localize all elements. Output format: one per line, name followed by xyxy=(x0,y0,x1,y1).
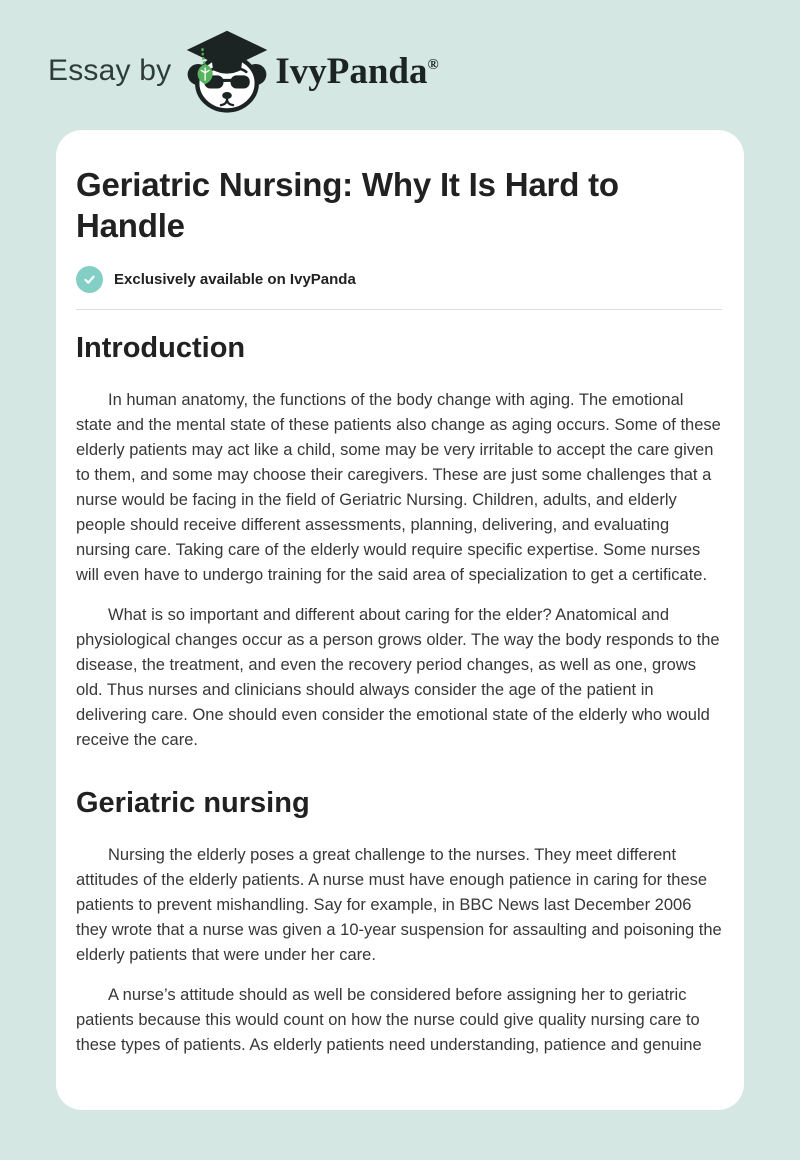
paragraph: Nursing the elderly poses a great challenge to the nurses. They meet different attitudes of the elderly patients. A nurse must have enough patience in caring for these patients to prevent mishandling. Say for example, in BBC News last December 2006 they wrote that a nurse was given a 10-year suspension for assaulting and poisoning the elderly patients that were under her care. xyxy=(76,846,722,964)
page-title: Geriatric Nursing: Why It Is Hard to Handle xyxy=(76,166,619,244)
section-introduction xyxy=(76,330,722,753)
section-heading-introduction: Introduction xyxy=(76,332,246,364)
section-heading-geriatric-nursing: Geriatric nursing xyxy=(76,787,310,819)
essay-card xyxy=(56,130,744,1110)
paragraph: In human anatomy, the functions of the body change with aging. The emotional state and the mental state of these patients also change as aging occurs. Some of these elderly patients may act like a child, some may be very irritable to accept the care given to them, and some may choose their caregivers. These are just some challenges that a nurse would be facing in the field of Geriatric Nursing. Children, adults, and elderly people should receive different assessments, planning, delivering, and evaluating nursing care. Taking care of the elderly would require specific expertise. Some nurses will even have to undergo training for the said area of specialization to get a certificate. xyxy=(76,391,721,584)
ivypanda-panda-logo-icon xyxy=(183,29,271,113)
divider xyxy=(76,309,722,310)
essay-by-label: Essay by xyxy=(48,54,172,87)
section-geriatric-nursing xyxy=(76,785,722,1058)
paragraph: A nurse’s attitude should as well be considered before assigning her to geriatric patients because this would count on how the nurse could give quality nursing care to these types of patients. As elderly patients need understanding, patience and genuine xyxy=(76,986,702,1054)
ivypanda-wordmark: IvyPanda® xyxy=(275,50,439,92)
registered-trademark: ® xyxy=(427,56,439,73)
site-header xyxy=(0,0,800,112)
exclusive-badge-label: Exclusively available on IvyPanda xyxy=(114,271,356,288)
check-icon xyxy=(76,266,103,293)
paragraph: What is so important and different about caring for the elder? Anatomical and physiological changes occur as a person grows older. The way the body responds to the disease, the treatment, and even the recovery period changes, as well as one, grows old. Thus nurses and clinicians should always consider the age of the patient in delivering care. One should even consider the emotional state of the elderly who would receive the care. xyxy=(76,606,720,749)
exclusive-badge xyxy=(76,266,722,293)
ivypanda-brand-link[interactable] xyxy=(183,29,438,113)
